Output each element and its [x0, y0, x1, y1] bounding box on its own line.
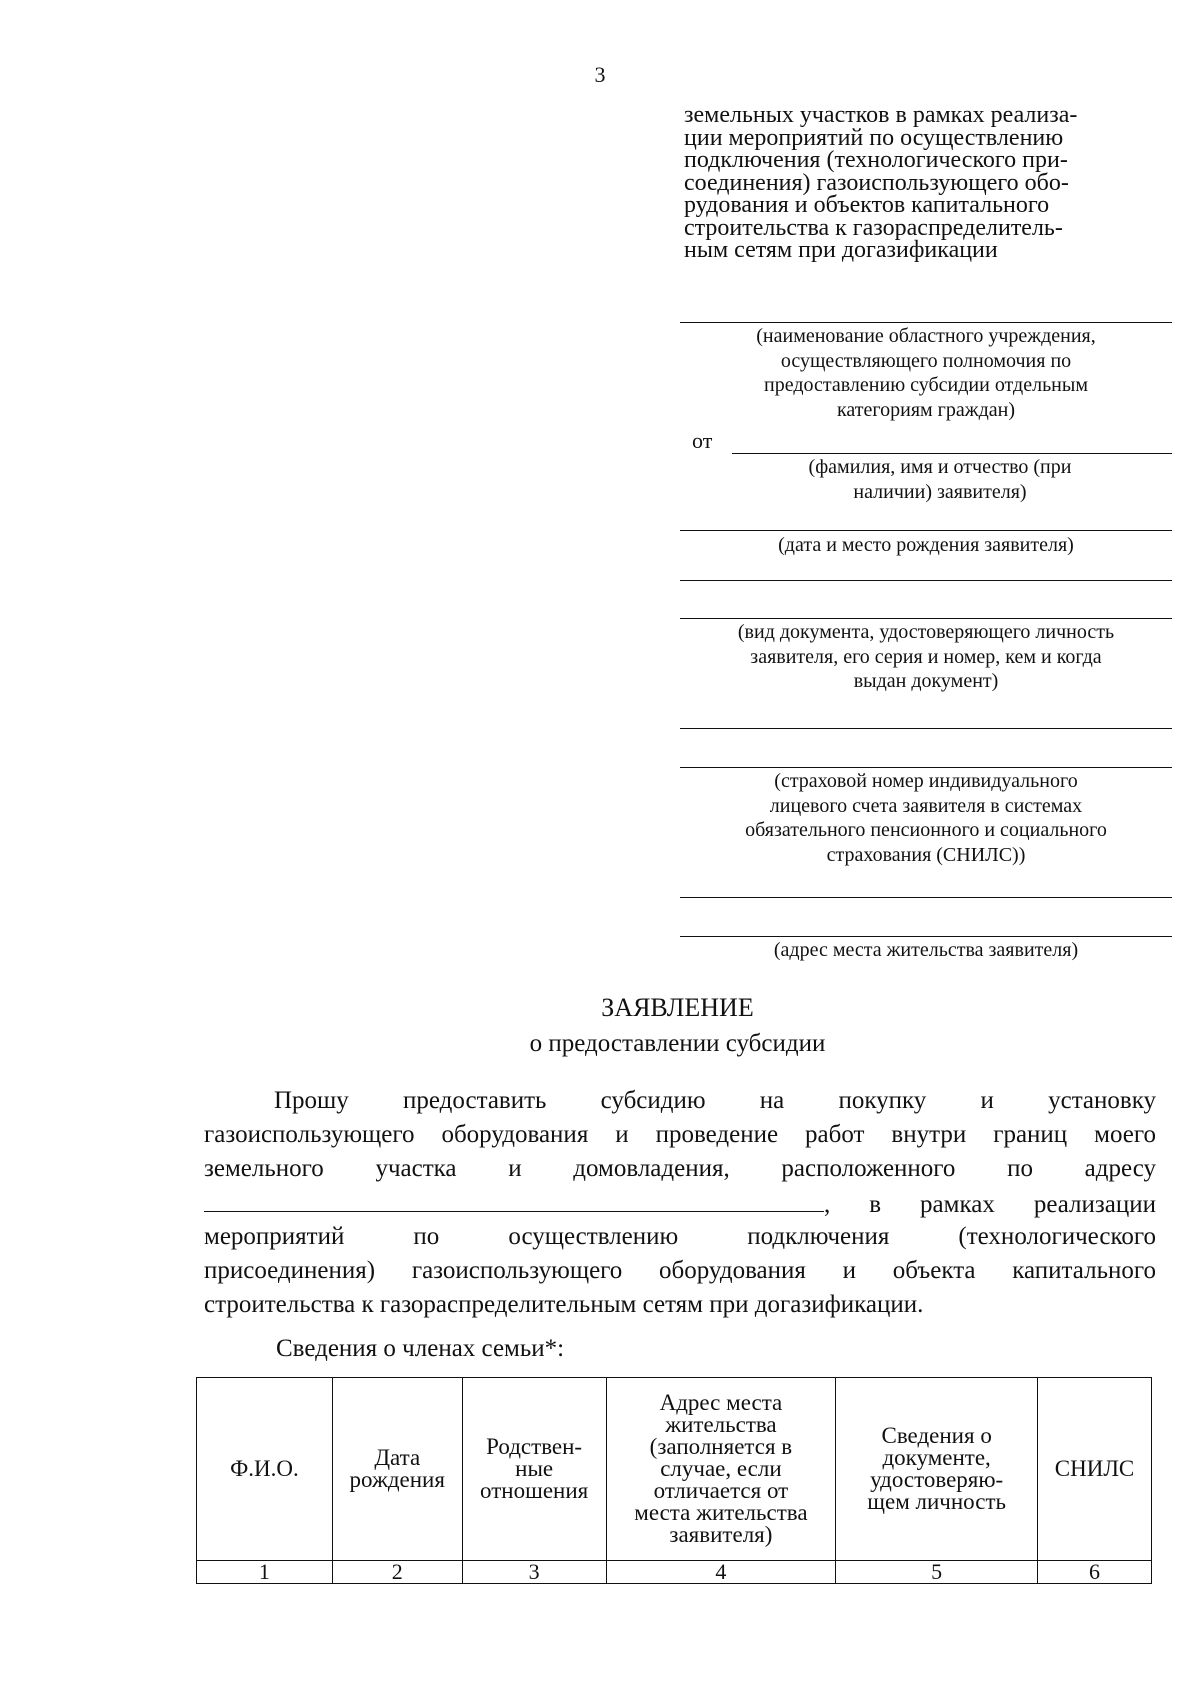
- caption-line: (адрес места жительства заявителя): [773, 939, 1079, 961]
- birth-caption: [680, 533, 1172, 558]
- snils-field-line-1[interactable]: [680, 728, 1172, 729]
- header-line: Сведения о: [881, 1423, 992, 1448]
- caption-line: осуществляющего полномочия по: [780, 349, 1072, 372]
- addressee-line: строительства к газораспределитель-: [684, 214, 1063, 241]
- column-header-relationship: [462, 1378, 606, 1561]
- identity-doc-field-line-1[interactable]: [680, 580, 1172, 581]
- table-cell: 3: [462, 1561, 606, 1584]
- header-line: щем личность: [867, 1489, 1006, 1514]
- header-line: Родствен-: [486, 1434, 583, 1459]
- header-line: отличается от: [653, 1478, 789, 1503]
- header-line: рождения: [349, 1467, 445, 1492]
- family-members-table: [196, 1377, 1152, 1584]
- header-line: заявителя): [669, 1522, 773, 1547]
- address-blank-field[interactable]: [204, 1189, 824, 1212]
- header-line: места жительства: [634, 1500, 808, 1525]
- page-number: 3: [594, 62, 606, 87]
- header-line: (заполняется в: [649, 1434, 793, 1459]
- caption-line: выдан документ): [853, 670, 999, 692]
- caption-line: предоставлению субсидии отдельным: [764, 374, 1088, 396]
- header-line: СНИЛС: [1054, 1456, 1135, 1481]
- column-header-residence: [606, 1378, 836, 1561]
- caption-line: (вид документа, удостоверяющего личность: [737, 621, 1115, 643]
- addressee-line: подключения (технологического при-: [684, 147, 1068, 173]
- addressee-line: ции мероприятий по осуществлению: [684, 124, 1064, 151]
- family-members-heading: Сведения о членах семьи*:: [276, 1335, 565, 1362]
- header-line: отношения: [480, 1478, 589, 1503]
- addressee-block: [684, 104, 1164, 262]
- caption-line: заявителя, его серия и номер, кем и когда: [750, 645, 1102, 668]
- addressee-line: ным сетям при догазификации: [684, 237, 998, 263]
- institution-field-line[interactable]: [680, 322, 1172, 323]
- residence-caption: [680, 938, 1172, 963]
- identity-doc-caption: [680, 620, 1172, 694]
- header-line: Ф.И.О.: [230, 1456, 299, 1481]
- caption-line: наличии) заявителя): [853, 480, 1027, 503]
- table-header-row: [197, 1378, 1152, 1561]
- caption-line: лицевого счета заявителя в системах: [769, 794, 1083, 817]
- table-cell: 5: [836, 1561, 1038, 1584]
- header-line: Адрес места: [659, 1390, 783, 1415]
- identity-doc-field-line-2[interactable]: [680, 618, 1172, 619]
- caption-line: (страховой номер индивидуального: [774, 770, 1078, 792]
- caption-line: обязательного пенсионного и социального: [745, 819, 1107, 841]
- caption-line: страхования (СНИЛС)): [826, 843, 1026, 866]
- addressee-line: земельных участков в рамках реализа-: [684, 102, 1078, 128]
- caption-line: категориям граждан): [837, 398, 1015, 421]
- header-line: ные: [515, 1456, 554, 1481]
- snils-caption: [680, 769, 1172, 867]
- document-subtitle: о предоставлении субсидии: [529, 1030, 826, 1057]
- table-cell: 6: [1038, 1561, 1152, 1584]
- institution-caption: [680, 324, 1172, 422]
- residence-field-line-2[interactable]: [680, 936, 1172, 937]
- table-cell: 1: [197, 1561, 333, 1584]
- snils-field-line-2[interactable]: [680, 767, 1172, 768]
- column-header-snils: [1038, 1378, 1152, 1561]
- header-line: жительства: [665, 1412, 777, 1437]
- addressee-line: рудования и объектов капитального: [684, 192, 1050, 218]
- table-row-column-numbers: [197, 1561, 1152, 1584]
- body-line: газоиспользующего оборудования и проведение работ внутри границ моего: [204, 1121, 1156, 1148]
- caption-line: (наименование областного учреждения,: [756, 325, 1096, 347]
- caption-line: (фамилия, имя и отчество (при: [808, 456, 1072, 478]
- addressee-line: соединения) газоиспользующего обо-: [684, 169, 1069, 196]
- applicant-name-field-line[interactable]: [732, 453, 1172, 454]
- column-header-birth-date: [332, 1378, 462, 1561]
- body-line: присоединения) газоиспользующего оборудования и объекта капитального: [204, 1257, 1156, 1284]
- from-label: от: [692, 428, 713, 453]
- residence-field-line-1[interactable]: [680, 897, 1172, 898]
- body-line: Прошу предоставить субсидию на покупку и установку: [274, 1087, 1156, 1114]
- body-line-fragment: , в рамках реализации: [824, 1191, 1156, 1218]
- table-cell: 2: [332, 1561, 462, 1584]
- caption-line: (дата и место рождения заявителя): [778, 534, 1074, 556]
- applicant-name-caption: [720, 455, 1160, 504]
- document-title: ЗАЯВЛЕНИЕ: [601, 993, 754, 1022]
- birth-field-line[interactable]: [680, 530, 1172, 531]
- header-line: документе,: [882, 1445, 991, 1470]
- column-header-fio: [197, 1378, 333, 1561]
- body-line: земельного участка и домовладения, расположенного по адресу: [204, 1155, 1156, 1182]
- header-line: случае, если: [660, 1456, 782, 1481]
- body-line-address: [204, 1189, 1156, 1223]
- header-line: Дата: [374, 1445, 421, 1470]
- body-line: строительства к газораспределительным сетям при догазификации.: [204, 1291, 924, 1318]
- table-cell: 4: [606, 1561, 836, 1584]
- header-line: удостоверяю-: [870, 1467, 1004, 1492]
- body-line: мероприятий по осуществлению подключения (технологического: [204, 1223, 1156, 1250]
- column-header-identity-doc: [836, 1378, 1038, 1561]
